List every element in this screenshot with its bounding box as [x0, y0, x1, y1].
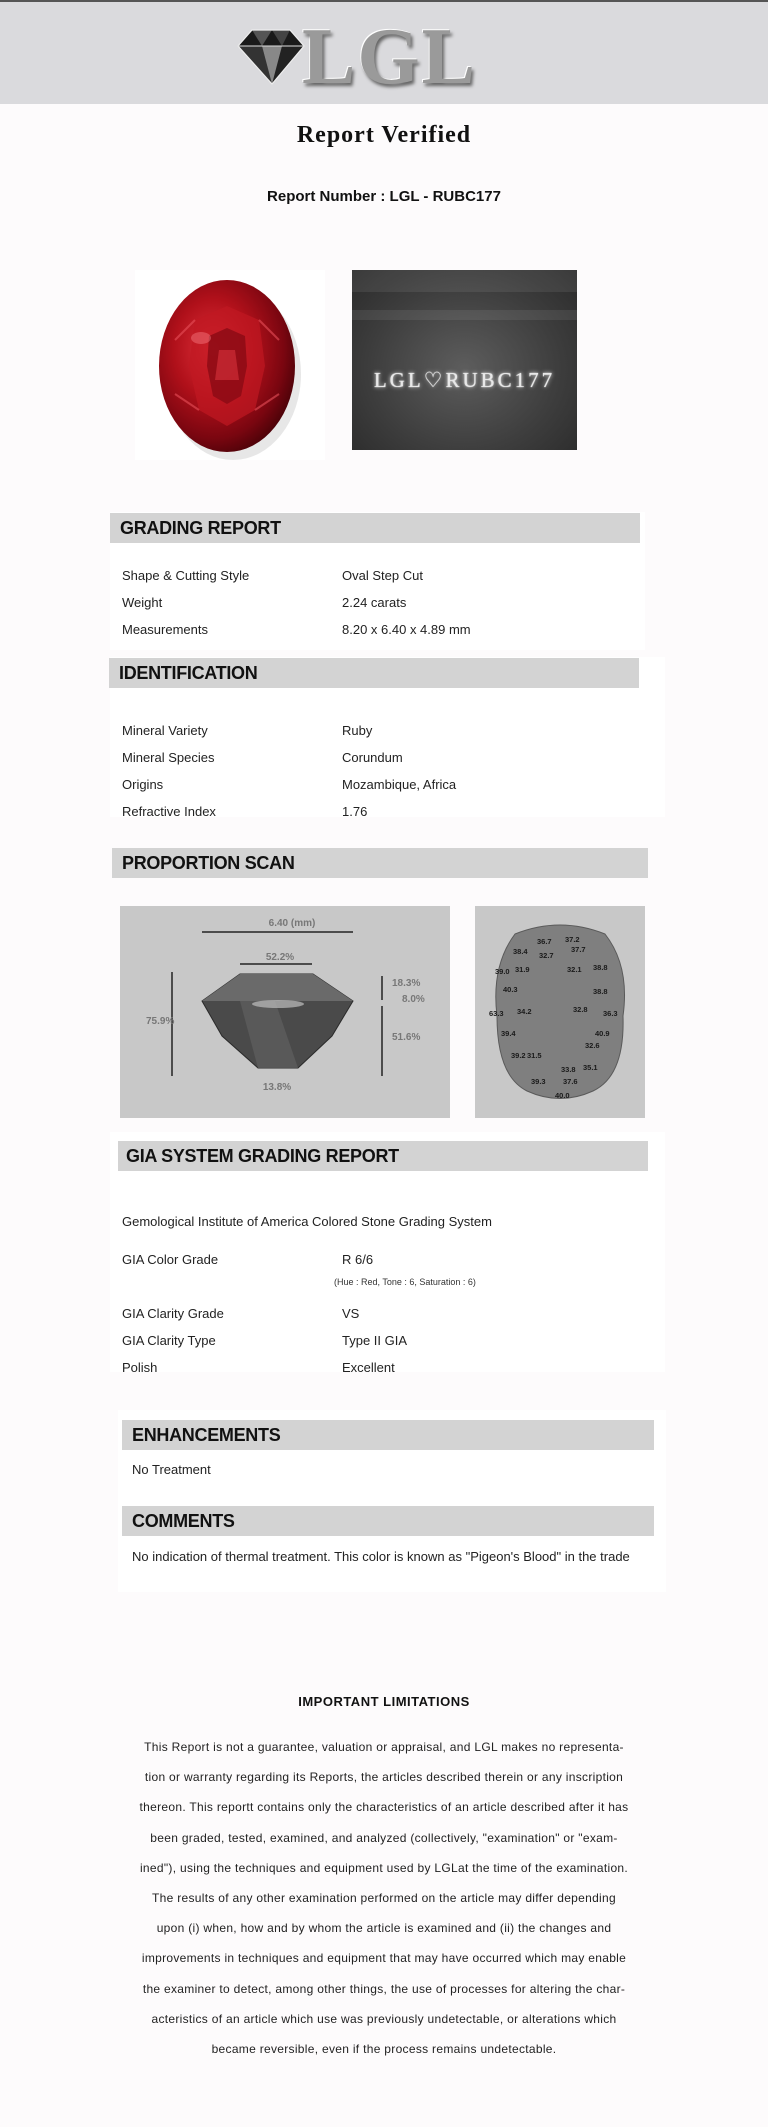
enhancements-text: No Treatment: [132, 1462, 211, 1477]
depth-label: 75.9%: [146, 1016, 175, 1027]
comments-text: No indication of thermal treatment. This color is known as "Pigeon's Blood" in the trade: [132, 1549, 630, 1564]
inscription-photo: [352, 270, 577, 450]
grading-row-value: Oval Step Cut: [342, 568, 423, 583]
limitations-line: tion or warranty regarding its Reports, the articles described therein or any inscription: [144, 1770, 624, 1785]
inscription-text: LGL♡RUBC177: [373, 368, 556, 392]
limitations-line: acteristics of an article which use was previously undetectable, or alterations which: [151, 2011, 617, 2026]
lgl-logo: [232, 13, 492, 101]
top-view-diagram: [475, 906, 645, 1118]
grading-row-value: 8.20 x 6.40 x 4.89 mm: [342, 622, 471, 637]
limitations-line: been graded, tested, examined, and analyzed (collectively, "examination" or "exam-: [150, 1830, 618, 1845]
top-view-value: 32.6: [585, 1041, 600, 1050]
limitations-line: The results of any other examination performed on the article may differ depending: [152, 1891, 616, 1906]
girdle-label: 8.0%: [402, 994, 425, 1005]
limitations-line: ined"), using the techniques and equipment used by LGLat the time of the examination.: [139, 1860, 629, 1875]
top-view-value: 33.8: [561, 1065, 576, 1074]
identification-row-value: 1.76: [342, 804, 368, 819]
hue-note: (Hue : Red, Tone : 6, Saturation : 6): [334, 1277, 476, 1287]
gia-row-label: GIA Clarity Type: [122, 1333, 216, 1348]
top-view-value: 34.2: [517, 1007, 532, 1016]
top-view-value: 39.0: [495, 967, 510, 976]
top-view-value: 35.1: [583, 1063, 598, 1072]
enhancements-heading: ENHANCEMENTS: [122, 1420, 654, 1450]
report-number-value: LGL - RUBC177: [389, 188, 501, 205]
limitations-heading: IMPORTANT LIMITATIONS: [298, 1694, 470, 1709]
limitations-line: This Report is not a guarantee, valuation or appraisal, and LGL makes no representa-: [144, 1740, 624, 1754]
page-title: Report Verified: [296, 122, 472, 148]
gia-intro: Gemological Institute of America Colored Stone Grading System: [122, 1214, 492, 1229]
top-view-value: 37.7: [571, 945, 586, 954]
gia-row-value: VS: [342, 1306, 360, 1321]
grading-row-value: 2.24 carats: [342, 595, 407, 610]
top-view-value: 32.8: [573, 1005, 588, 1014]
identification-row-value: Ruby: [342, 723, 373, 738]
diamond-icon: [232, 24, 310, 88]
proportion-scan-heading: PROPORTION SCAN: [112, 848, 648, 878]
top-view-value: 38.8: [593, 963, 608, 972]
logo-text: LGL: [302, 13, 477, 101]
table-label: 52.2%: [265, 952, 295, 963]
header-bar: [0, 0, 768, 104]
report-number-label: Report Number :: [267, 188, 386, 205]
identification-row-value: Corundum: [342, 750, 403, 765]
top-view-value: 32.1: [567, 965, 582, 974]
identification-row-label: Refractive Index: [122, 804, 216, 819]
grading-report-heading: GRADING REPORT: [110, 513, 640, 543]
crown-label: 18.3%: [392, 978, 421, 989]
gem-crown: [202, 974, 353, 1001]
top-view-value: 40.0: [555, 1091, 570, 1100]
limitations-line: upon (i) when, how and by whom the article is examined and (ii) the changes and: [156, 1921, 612, 1936]
identification-row-label: Mineral Species: [122, 750, 215, 765]
top-view-value: 31.9: [515, 965, 530, 974]
top-view-value: 39.2: [511, 1051, 526, 1060]
limitations-text: [118, 1732, 650, 2064]
identification-row-label: Mineral Variety: [122, 723, 208, 738]
gia-row-value: R 6/6: [342, 1252, 374, 1267]
gem-highlight: [252, 1000, 304, 1008]
grading-row-label: Measurements: [122, 622, 208, 637]
width-label: 6.40 (mm): [268, 918, 316, 929]
limitations-line: thereon. This reportt contains only the characteristics of an article described after it has: [139, 1800, 629, 1815]
top-view-value: 39.3: [531, 1077, 546, 1086]
identification-row-label: Origins: [122, 777, 164, 792]
grading-row-label: Weight: [122, 595, 163, 610]
top-view-value: 32.7: [539, 951, 554, 960]
gia-row-value: Type II GIA: [342, 1333, 408, 1348]
culet-label: 13.8%: [262, 1082, 292, 1093]
gia-row-label: GIA Clarity Grade: [122, 1306, 224, 1321]
photo-streak: [352, 310, 577, 320]
limitations-line: improvements in techniques and equipment that may have occurred which may enable: [141, 1951, 627, 1966]
top-view-value: 37.2: [565, 935, 580, 944]
top-view-value: 40.9: [595, 1029, 610, 1038]
gia-heading: GIA SYSTEM GRADING REPORT: [118, 1141, 648, 1171]
top-view-value: 36.3: [603, 1009, 618, 1018]
gem-photo: [135, 270, 325, 460]
top-view-value: 40.3: [503, 985, 518, 994]
profile-diagram: [120, 906, 450, 1118]
comments-heading: COMMENTS: [122, 1506, 654, 1536]
report-number: [0, 188, 768, 205]
pavilion-label: 51.6%: [392, 1032, 421, 1043]
gia-row-value: Excellent: [342, 1360, 395, 1375]
top-view-value: 39.4: [501, 1029, 516, 1038]
top-view-value: 31.5: [527, 1051, 542, 1060]
gia-row-label: GIA Color Grade: [122, 1252, 219, 1267]
gia-row-label: Polish: [122, 1360, 158, 1375]
identification-row-value: Mozambique, Africa: [342, 777, 457, 792]
photo-streak: [352, 270, 577, 292]
identification-heading: IDENTIFICATION: [109, 658, 639, 688]
top-view-value: 36.7: [537, 937, 552, 946]
grading-row-label: Shape & Cutting Style: [122, 568, 250, 583]
top-view-value: 63.3: [489, 1009, 504, 1018]
limitations-line: became reversible, even if the process remains undetectable.: [211, 2042, 557, 2057]
top-view-value: 38.4: [513, 947, 528, 956]
top-view-value: 38.8: [593, 987, 608, 996]
top-view-value: 37.6: [563, 1077, 578, 1086]
limitations-line: the examiner to detect, among other things, the use of processes for altering the char-: [142, 1981, 626, 1996]
